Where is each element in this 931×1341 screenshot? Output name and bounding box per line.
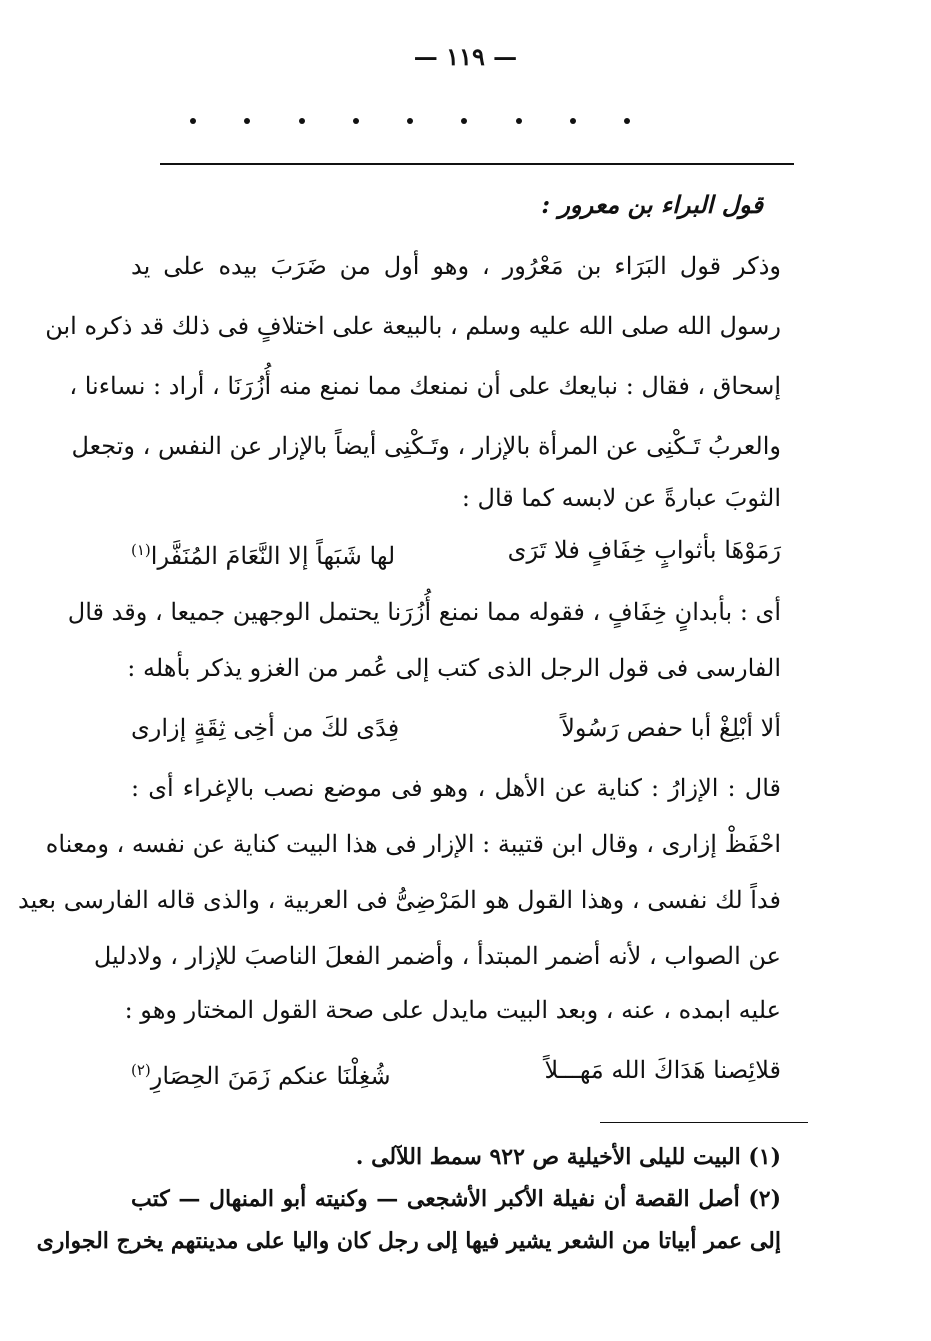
dot xyxy=(299,118,305,124)
verse-line xyxy=(131,708,781,748)
verse-hemistich-left xyxy=(131,530,395,576)
footnote-line: إلى عمر أبياتا من الشعر يشير فيها إلى رجل كان واليا على مدينتهم يخرج الجوارى xyxy=(36,1228,781,1254)
footnote-line: (١) البيت لليلى الأخيلية ص ٩٢٢ سمط اللآلى . xyxy=(355,1144,781,1170)
paragraph-line: إسحاق ، فقال : نبايعك على أن نمنعك مما نمنع منه أُزُرَنَا ، أراد : نساءنا ، xyxy=(69,372,781,400)
header-rule xyxy=(160,163,794,165)
paragraph-line: عن الصواب ، لأنه أضمر المبتدأ ، وأضمر الفعلَ الناصبَ للإزار ، ولادليل xyxy=(93,942,781,970)
verse-hemistich-left: فِدًى لكَ من أخِى ثِقَةٍ إزارى xyxy=(131,714,400,742)
paragraph-line: أى : بأبدانٍ خِفَافٍ ، فقوله مما نمنع أُزُرَنا يحتمل الوجهين جميعا ، وقد قال xyxy=(67,598,781,626)
dot xyxy=(190,118,196,124)
paragraph-line: عليه ابمده ، عنه ، وبعد البيت مايدل على صحة القول المختار وهو : xyxy=(124,996,781,1024)
dot xyxy=(353,118,359,124)
paragraph-line: قال : الإزارُ : كناية عن الأهل ، وهو فى موضع نصب بالإغراء أى : xyxy=(131,774,781,802)
paragraph-line: والعربُ تَـكْنِى عن المرأة بالإزار ، وتَـكْنِى أيضاً بالإزار عن النفس ، وتجعل xyxy=(71,432,781,460)
section-heading: قول البراء بن معرور : xyxy=(541,190,763,219)
dot xyxy=(624,118,630,124)
footnote-marker: (١) xyxy=(131,541,151,559)
page-number: — ١١٩ — xyxy=(413,42,518,71)
verse-hemistich-right: ألا أبْلِغْ أبا حفص رَسُولاً xyxy=(561,714,781,742)
verse-line xyxy=(131,1050,781,1096)
paragraph-line: الفارسى فى قول الرجل الذى كتب إلى عُمر من الغزو يذكر بأهله : xyxy=(127,654,781,682)
dot xyxy=(570,118,576,124)
footnote-rule xyxy=(600,1122,808,1123)
verse-hemistich-right: رَمَوْهَا بأثوابٍ خِفَافٍ فلا تَرَى xyxy=(507,536,781,564)
footnote-marker: (٢) xyxy=(131,1061,151,1079)
dot xyxy=(407,118,413,124)
verse-line xyxy=(131,530,781,576)
paragraph-line: وذكر قول البَرَاء بن مَعْرُور ، وهو أول من ضَرَبَ بيده على يد xyxy=(131,252,781,280)
paragraph-line: الثوبَ عبارةً عن لابسه كما قال : xyxy=(461,484,781,512)
verse-hemistich-left xyxy=(131,1050,391,1096)
dot xyxy=(461,118,467,124)
dot xyxy=(244,118,250,124)
ornamental-dots xyxy=(190,118,630,124)
paragraph-line: رسول الله صلى الله عليه وسلم ، بالبيعة على اختلافٍ فى ذلك قد ذكره ابن xyxy=(45,312,781,340)
verse-text: لها شَبَهاً إلا النَّعَامَ المُنَفَّرا xyxy=(150,542,396,570)
verse-hemistich-right: قلائِصنا هَدَاكَ الله مَهـــلاً xyxy=(544,1056,781,1084)
footnote-line: (٢) أصل القصة أن نفيلة الأكبر الأشجعى — وكنيته أبو المنهال — كتب xyxy=(131,1186,781,1212)
verse-text: شُغِلْنَا عنكم زَمَنَ الحِصَارِ xyxy=(150,1062,391,1090)
paragraph-line: فداً لك نفسى ، وهذا القول هو المَرْضِىُّ فى العربية ، والذى قاله الفارسى بعيد xyxy=(17,886,781,914)
paragraph-line: احْفَظْ إزارى ، وقال ابن قتيبة : الإزار فى هذا البيت كناية عن نفسه ، ومعناه xyxy=(45,830,781,858)
dot xyxy=(516,118,522,124)
